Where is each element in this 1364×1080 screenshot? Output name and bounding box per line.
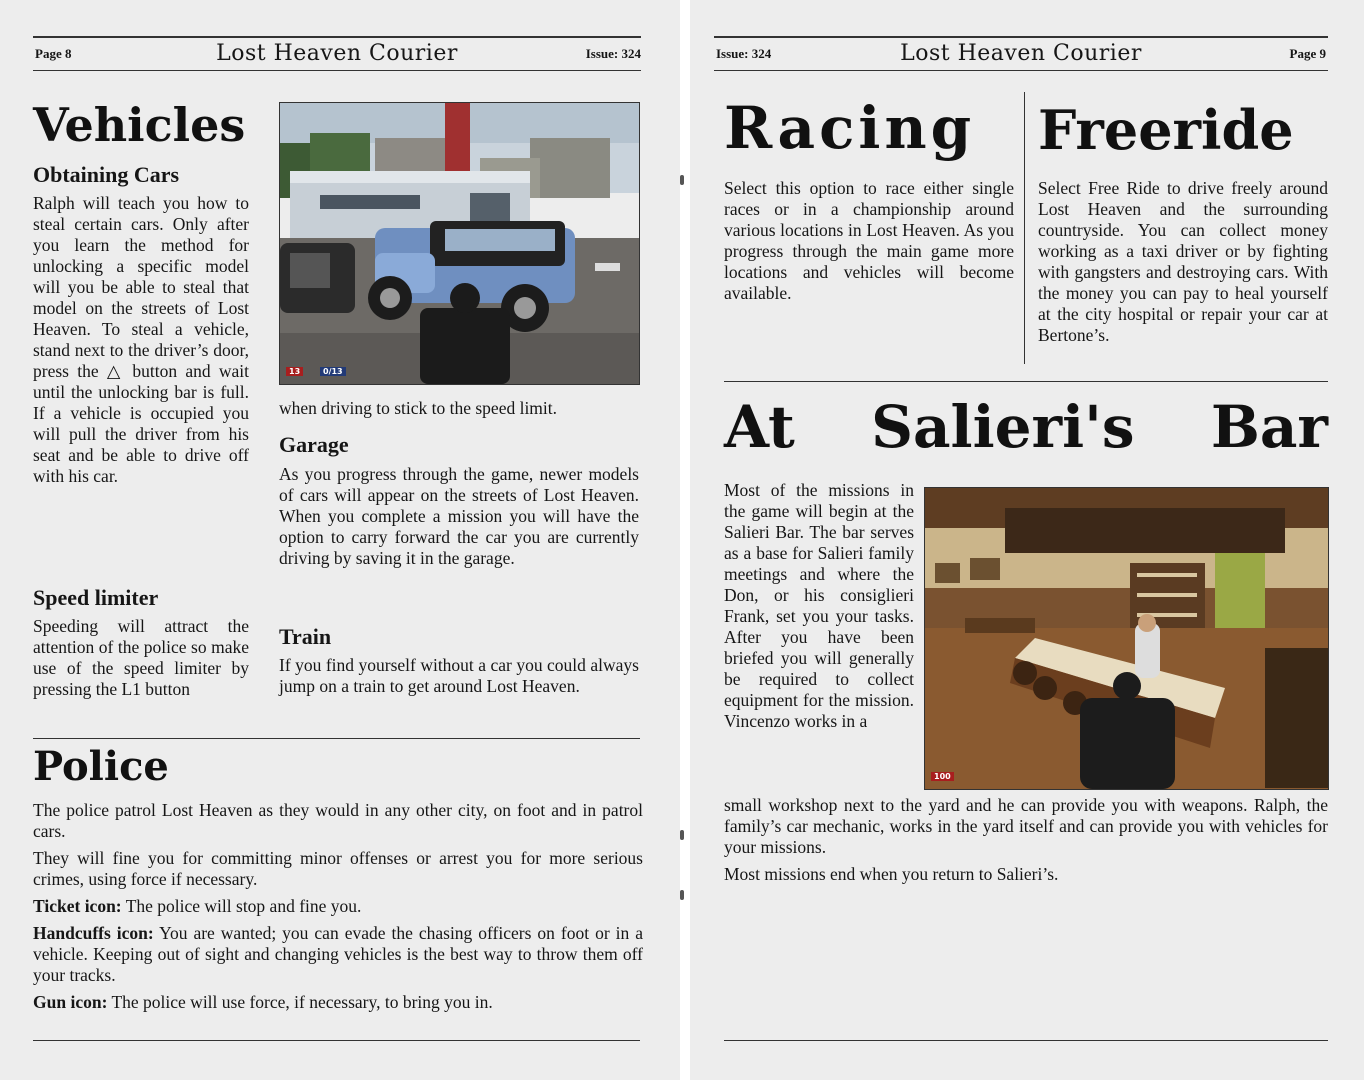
title-word-at: At	[724, 393, 795, 461]
bar-text-full	[724, 795, 1328, 885]
health-hud: 100	[931, 772, 954, 781]
gun-icon-text: The police will use force, if necessary, to bring you in.	[107, 992, 493, 1012]
vehicle-screenshot	[279, 102, 640, 385]
garage-text: As you progress through the game, newer models of cars will appear on the streets of Lost Heaven. When you complete a mission you will have the option to carry forward the car you are currently driving by saving it in the garage.	[279, 464, 639, 568]
issue-number: Issue: 324	[585, 46, 641, 61]
title-word-bar: Bar	[1210, 393, 1328, 461]
gun-icon-label: Gun icon:	[33, 992, 108, 1012]
ammo-hud: 0/13	[320, 367, 346, 376]
police-paragraph-1: The police patrol Lost Heaven as they would in any other city, on foot and in patrol cars.	[33, 800, 643, 841]
section-divider	[724, 381, 1328, 382]
train-heading: Train	[279, 624, 332, 649]
speed-limiter-heading: Speed limiter	[33, 585, 159, 610]
ticket-icon-text: The police will stop and fine you.	[121, 896, 362, 916]
left-page	[0, 0, 680, 1080]
freeride-title: Freeride	[1038, 98, 1294, 162]
police-title: Police	[33, 743, 169, 790]
racing-text: Select this option to race either single races or in a championship around various locations in Lost Heaven. As you progress through the main game more locations and vehicles will become available.	[724, 178, 1014, 303]
staple-mark	[680, 890, 684, 900]
page-number: Page 8	[35, 46, 72, 61]
handcuffs-icon-text: You are wanted; you can evade the chasing officers on foot or in a vehicle. Keeping out of sight and changing vehicles is the best way to throw them off your tracks.	[33, 923, 643, 985]
section-divider	[33, 738, 640, 739]
issue-number: Issue: 324	[716, 46, 772, 61]
gun-icon-entry	[33, 992, 643, 1013]
staple-mark	[680, 830, 684, 840]
vehicle-scene-image	[280, 103, 639, 384]
handcuffs-icon-entry	[33, 923, 643, 986]
page-header	[33, 36, 641, 71]
ticket-icon-label: Ticket icon:	[33, 896, 122, 916]
column-divider	[1024, 92, 1025, 364]
page-footer-rule	[724, 1040, 1328, 1041]
page-number: Page 9	[1289, 46, 1326, 61]
garage-heading: Garage	[279, 432, 349, 457]
bar-paragraph-end: Most missions end when you return to Salieri’s.	[724, 864, 1059, 884]
freeride-text: Select Free Ride to drive freely around Lost Heaven and the surrounding countryside. You can collect money working as a taxi driver or by fighting with gangsters and destroying cars. With the money you can pay to heal yourself at the city hospital or repair your car at Bertone’s.	[1038, 178, 1328, 345]
staple-mark	[680, 175, 684, 185]
title-word-salieris: Salieri's	[871, 393, 1135, 461]
masthead: Lost Heaven Courier	[216, 41, 458, 66]
speed-limiter-text: Speeding will attract the attention of the police so make use of the speed limiter by pressing the L1 button	[33, 616, 249, 699]
police-section-body	[33, 800, 643, 1013]
bar-text-side: Most of the missions in the game will begin at the Salieri Bar. The bar serves as a base for Salieri family meetings and where the Don, or his consiglieri Frank, set you your tasks. After you have been briefed you will generally be required to collect equipment for the mission. Vincenzo works in a	[724, 480, 914, 731]
bar-screenshot	[924, 487, 1329, 790]
ticket-icon-entry	[33, 896, 643, 917]
page-header	[714, 36, 1328, 71]
vehicles-title: Vehicles	[33, 98, 246, 152]
obtaining-cars-text: Ralph will teach you how to steal certain cars. Only after you learn the method for unlocking a specific model will you be able to steal that model on the streets of Lost Heaven. To steal a vehicle, stand next to the driver’s door, press the △ button and wait until the unlocking bar is full. If a vehicle is occupied you will pull the driver from his seat and be able to drive off with his car.	[33, 193, 249, 486]
train-text: If you find yourself without a car you could always jump on a train to get around Lost Heaven.	[279, 655, 639, 696]
spine-gutter	[680, 0, 690, 1080]
speed-limiter-continued: when driving to stick to the speed limit.	[279, 398, 558, 418]
right-page	[690, 0, 1364, 1080]
masthead: Lost Heaven Courier	[900, 41, 1142, 66]
page-footer-rule	[33, 1040, 640, 1041]
bar-interior-image	[925, 488, 1328, 789]
obtaining-cars-heading: Obtaining Cars	[33, 162, 180, 187]
police-paragraph-2: They will fine you for committing minor offenses or arrest you for more serious crimes, using force if necessary.	[33, 848, 643, 889]
health-hud: 13	[286, 367, 303, 376]
salieris-bar-title	[724, 393, 1328, 461]
racing-title: Racing	[724, 94, 976, 162]
bar-paragraph-continued: small workshop next to the yard and he can provide you with weapons. Ralph, the family’s car mechanic, works in the yard itself and can provide you with vehicles for your missions.	[724, 795, 1328, 857]
handcuffs-icon-label: Handcuffs icon:	[33, 923, 154, 943]
